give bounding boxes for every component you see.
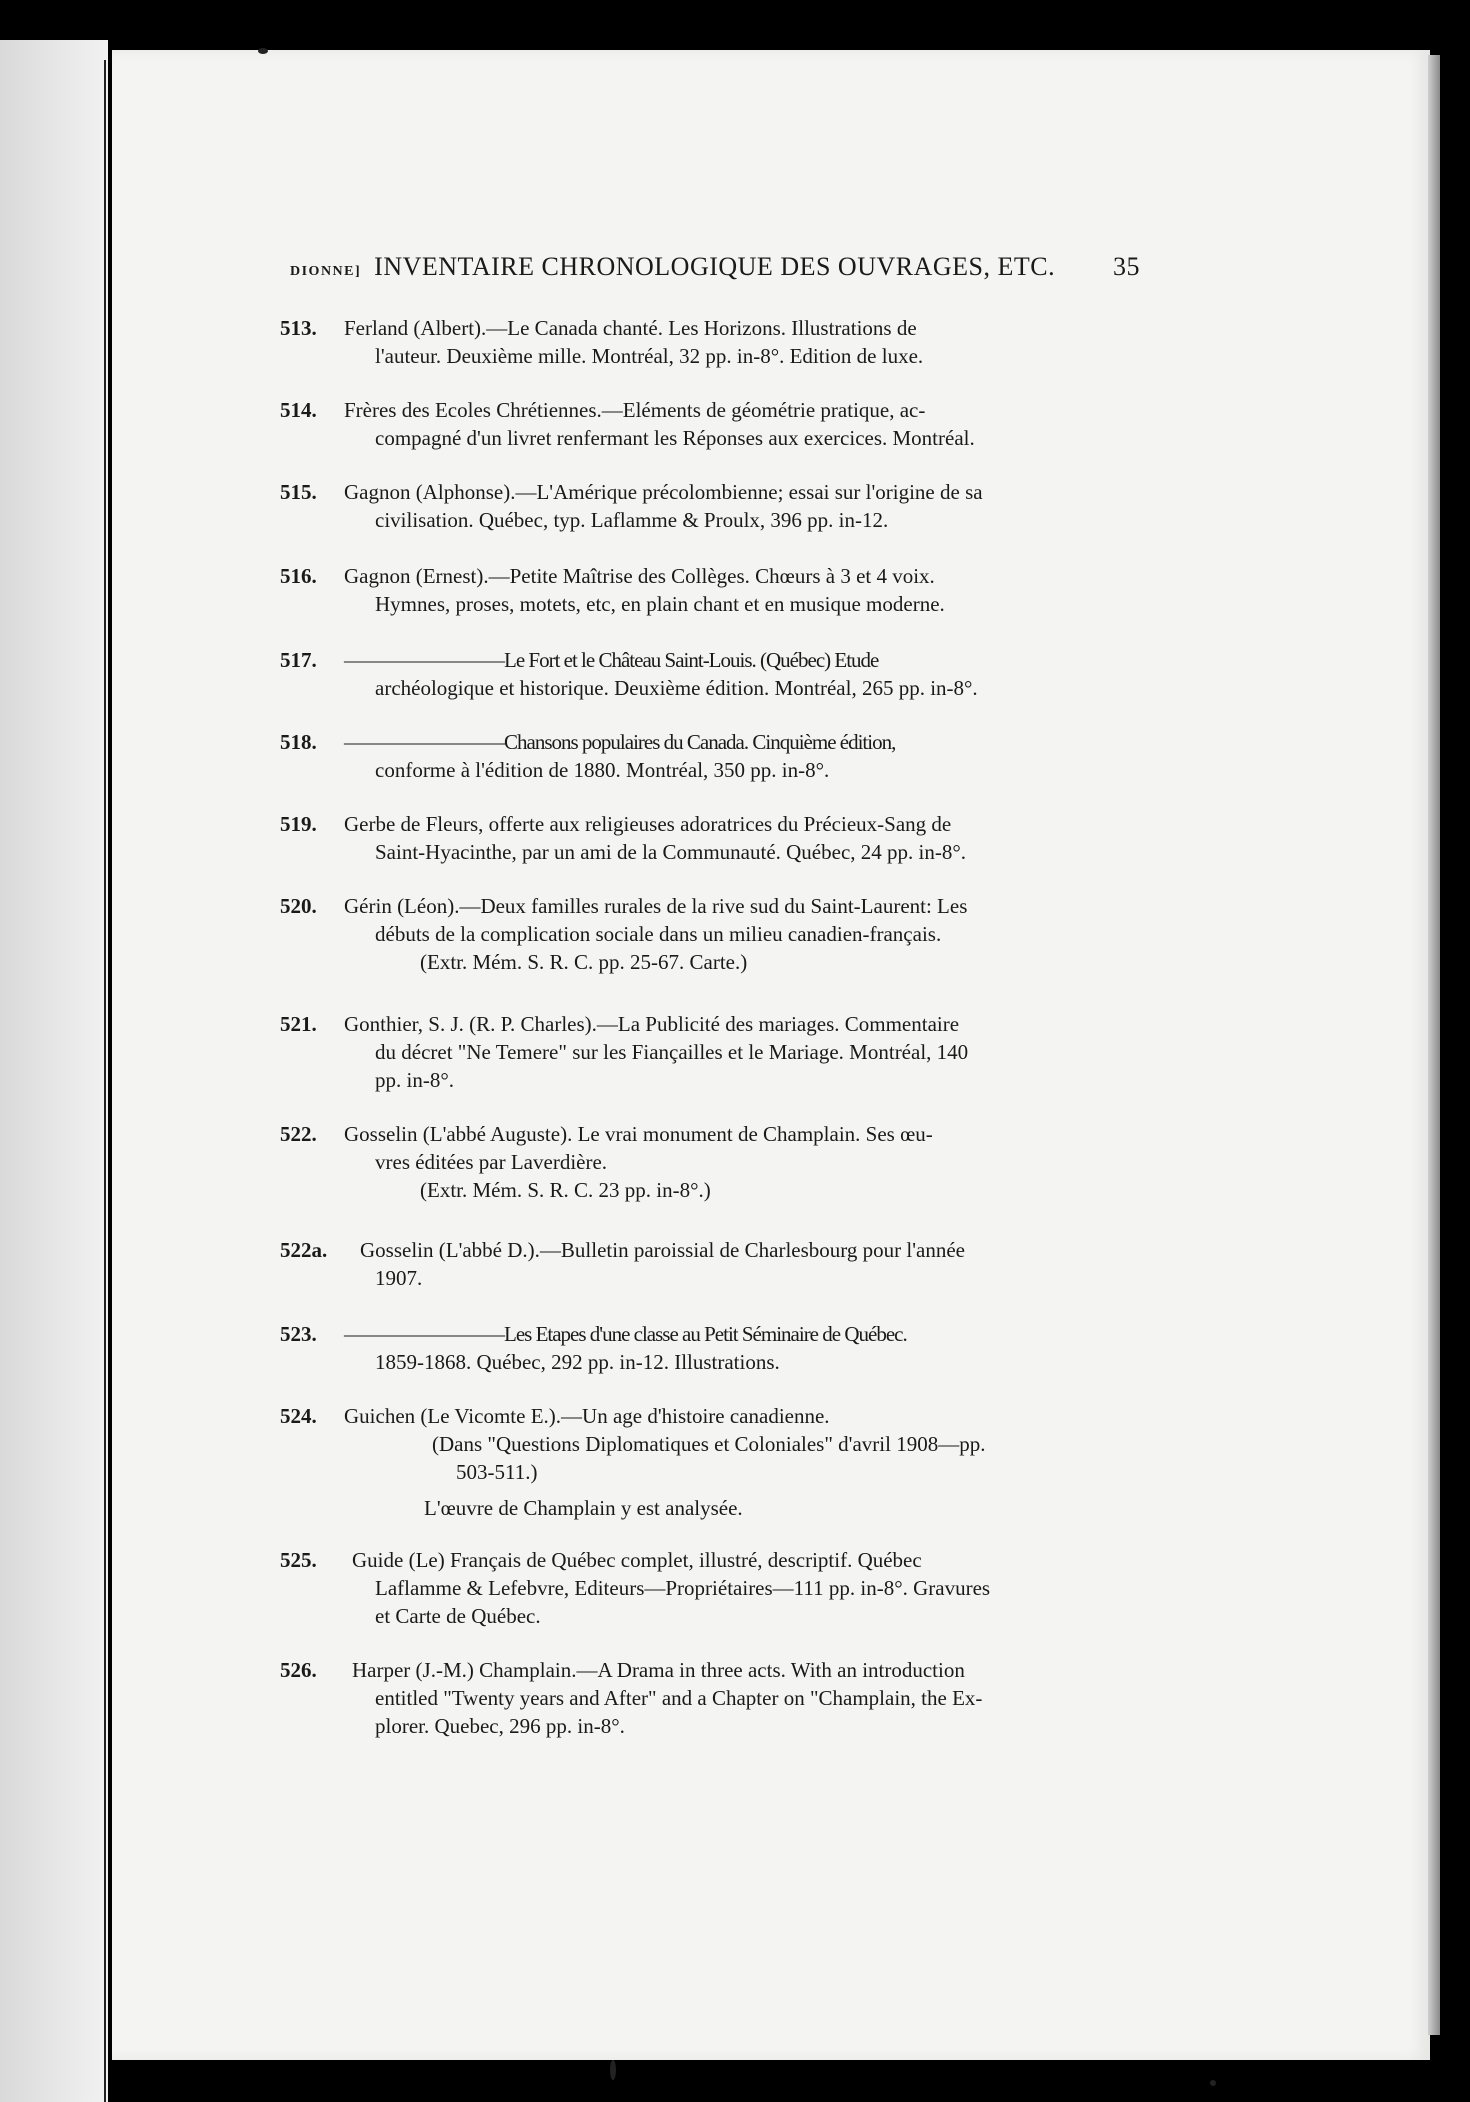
entry-line: compagné d'un livret renfermant les Réponses aux exercices. Montréal. — [375, 426, 975, 450]
scan-speck — [610, 2060, 616, 2080]
bibliography-entry — [280, 1320, 1140, 1376]
entry-number: 521. — [280, 1012, 317, 1036]
page-right-edge — [1428, 55, 1440, 2035]
bibliography-entry — [280, 728, 1140, 784]
bibliography-entry — [280, 1402, 1140, 1522]
entry-line: Guide (Le) Français de Québec complet, illustré, descriptif. Québec — [352, 1548, 922, 1572]
header-author: DIONNE] — [290, 264, 362, 279]
bibliography-entry — [280, 562, 1140, 618]
entry-line: ————————Le Fort et le Château Saint-Louis. (Québec) Etude — [344, 648, 879, 672]
bibliography-entry — [280, 1236, 1140, 1292]
page-number: 35 — [1113, 252, 1140, 281]
entry-line: plorer. Quebec, 296 pp. in-8°. — [375, 1714, 625, 1738]
entry-line: Harper (J.-M.) Champlain.—A Drama in three acts. With an introduction — [352, 1658, 965, 1682]
bibliography-entry — [280, 396, 1140, 452]
entry-line: Gonthier, S. J. (R. P. Charles).—La Publicité des mariages. Commentaire — [344, 1012, 960, 1036]
entry-line: entitled "Twenty years and After" and a Chapter on "Champlain, the Ex- — [375, 1686, 983, 1710]
entry-number: 515. — [280, 480, 317, 504]
entry-line: Gosselin (L'abbé Auguste). Le vrai monument de Champlain. Ses œu- — [344, 1122, 933, 1146]
entry-extract-note: 503-511.) — [456, 1460, 538, 1484]
entry-number: 516. — [280, 564, 317, 588]
entry-number: 514. — [280, 398, 317, 422]
entry-line: du décret "Ne Temere" sur les Fiançailles et le Mariage. Montréal, 140 — [375, 1040, 969, 1064]
entry-line: ————————Les Etapes d'une classe au Petit Séminaire de Québec. — [344, 1322, 907, 1346]
scan-speck — [1210, 2080, 1216, 2086]
entry-number: 520. — [280, 894, 317, 918]
entry-line: et Carte de Québec. — [375, 1604, 541, 1628]
bibliography-entry — [280, 1546, 1140, 1630]
entry-number: 525. — [280, 1548, 317, 1572]
entry-line: débuts de la complication sociale dans un milieu canadien-français. — [375, 922, 942, 946]
entry-number: 518. — [280, 730, 317, 754]
entry-line: 1859-1868. Québec, 292 pp. in-12. Illustrations. — [375, 1350, 780, 1374]
entry-number: 522. — [280, 1122, 317, 1146]
bibliography-entry — [280, 478, 1140, 534]
entry-number: 519. — [280, 812, 317, 836]
entry-extract-note: (Extr. Mém. S. R. C. pp. 25-67. Carte.) — [420, 950, 748, 974]
facing-page-edge — [0, 40, 108, 2102]
entry-line: Laflamme & Lefebvre, Editeurs—Propriétaires—111 pp. in-8°. Gravures — [375, 1576, 991, 1600]
entry-number: 522a. — [280, 1238, 328, 1262]
entry-line: pp. in-8°. — [375, 1068, 454, 1092]
entry-number: 524. — [280, 1404, 317, 1428]
entry-number: 526. — [280, 1658, 317, 1682]
gutter-line — [104, 60, 106, 2102]
entry-number: 513. — [280, 316, 317, 340]
entry-line: 1907. — [375, 1266, 423, 1290]
entry-line: Guichen (Le Vicomte E.).—Un age d'histoire canadienne. — [344, 1404, 830, 1428]
bibliography-entry — [280, 1656, 1140, 1740]
entry-number: 523. — [280, 1322, 317, 1346]
entry-line: archéologique et historique. Deuxième édition. Montréal, 265 pp. in-8°. — [375, 676, 978, 700]
entry-line: Gagnon (Ernest).—Petite Maîtrise des Collèges. Chœurs à 3 et 4 voix. — [344, 564, 935, 588]
entry-line: l'auteur. Deuxième mille. Montréal, 32 pp. in-8°. Edition de luxe. — [375, 344, 924, 368]
entry-line: Gosselin (L'abbé D.).—Bulletin paroissial de Charlesbourg pour l'année — [360, 1238, 965, 1262]
entry-line: Gérin (Léon).—Deux familles rurales de la rive sud du Saint-Laurent: Les — [344, 894, 968, 918]
entry-annotation: L'œuvre de Champlain y est analysée. — [424, 1496, 743, 1520]
entry-extract-note: (Dans "Questions Diplomatiques et Coloniales" d'avril 1908—pp. — [432, 1432, 986, 1456]
running-header — [290, 252, 1140, 292]
entry-line: conforme à l'édition de 1880. Montréal, 350 pp. in-8°. — [375, 758, 830, 782]
bibliography-entry — [280, 1120, 1140, 1204]
entry-line: Gerbe de Fleurs, offerte aux religieuses adoratrices du Précieux-Sang de — [344, 812, 952, 836]
entry-line: ————————Chansons populaires du Canada. Cinquième édition, — [344, 730, 896, 754]
bibliography-entry — [280, 892, 1140, 976]
bibliography-entry — [280, 314, 1140, 370]
entry-line: civilisation. Québec, typ. Laflamme & Proulx, 396 pp. in-12. — [375, 508, 889, 532]
entry-line: Hymnes, proses, motets, etc, en plain chant et en musique moderne. — [375, 592, 945, 616]
bibliography-entry — [280, 810, 1140, 866]
entry-line: Ferland (Albert).—Le Canada chanté. Les Horizons. Illustrations de — [344, 316, 917, 340]
entry-line: Saint-Hyacinthe, par un ami de la Communauté. Québec, 24 pp. in-8°. — [375, 840, 966, 864]
scan-speck — [258, 48, 268, 54]
entry-extract-note: (Extr. Mém. S. R. C. 23 pp. in-8°.) — [420, 1178, 711, 1202]
header-title: INVENTAIRE CHRONOLOGIQUE DES OUVRAGES, ETC. — [374, 252, 1056, 281]
entry-line: Frères des Ecoles Chrétiennes.—Eléments de géométrie pratique, ac- — [344, 398, 926, 422]
entry-line: vres éditées par Laverdière. — [375, 1150, 608, 1174]
bibliography-entry — [280, 646, 1140, 702]
entry-line: Gagnon (Alphonse).—L'Amérique précolombienne; essai sur l'origine de sa — [344, 480, 983, 504]
entry-number: 517. — [280, 648, 317, 672]
bibliography-entry — [280, 1010, 1140, 1094]
